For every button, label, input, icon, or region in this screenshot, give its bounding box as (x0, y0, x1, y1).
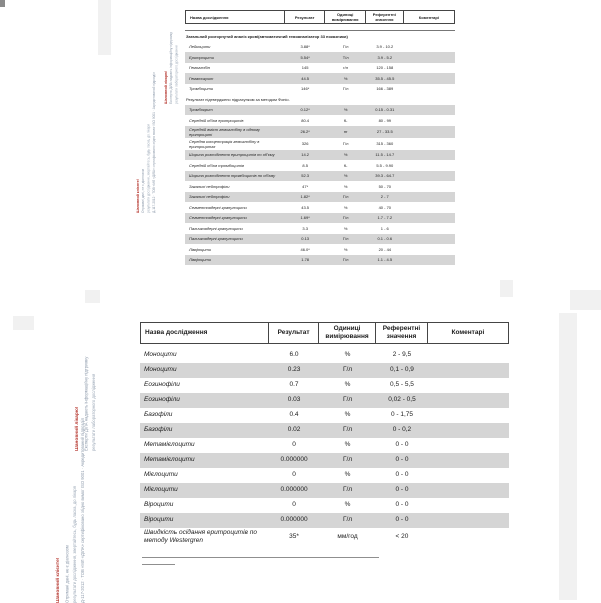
side-note-line: результати дослідження, звертайтесь, будь ласка, до лікаря (146, 124, 151, 213)
test-comments (404, 185, 455, 187)
test-units: fL (343, 117, 348, 123)
test-reference: 39.3 - 64.7 (375, 173, 395, 179)
test-comments (428, 460, 509, 462)
test-units: Г/л (342, 141, 349, 146)
table-row (140, 483, 509, 498)
test-units: % (343, 75, 348, 81)
test-name: Лейкоцити (189, 44, 211, 50)
table-row (185, 73, 455, 84)
table-row (185, 234, 455, 245)
test-comments (404, 248, 455, 250)
column-header-ref: Референтні значення (366, 10, 404, 24)
table-row (140, 438, 509, 453)
table-row (140, 498, 509, 513)
test-result: 3.3 (302, 225, 308, 231)
test-reference: 0 - 0 (395, 456, 409, 464)
test-units: % (343, 173, 348, 179)
table-row (185, 42, 455, 53)
test-reference: 0.15 - 0.31 (375, 107, 395, 113)
viewer-corner-mark (0, 0, 5, 7)
test-units: % (343, 246, 348, 252)
test-units: Г/л (342, 516, 353, 524)
test-reference: 35.5 - 45.5 (375, 75, 395, 81)
table-row (140, 513, 509, 528)
side-note-heading: Шановний лікарю! (164, 70, 168, 104)
test-result: 0.13 (301, 236, 310, 242)
test-units: Г/л (342, 215, 349, 221)
test-result: 0.12* (300, 107, 310, 113)
test-units: % (344, 471, 351, 479)
test-comments (404, 77, 455, 79)
test-units: fL (343, 162, 348, 168)
test-reference: 50 - 70 (378, 183, 392, 189)
test-reference: 0,5 - 5,5 (390, 381, 414, 389)
table-row (185, 244, 455, 255)
table-row (140, 348, 509, 363)
column-header-units: Одиниці вимірювання (325, 10, 366, 24)
test-units: пг (343, 129, 348, 134)
test-reference: 166 - 389 (376, 86, 394, 92)
test-reference: 5.5 - 9.90 (376, 162, 394, 168)
side-note-line: результати лабораторного дослідження (91, 373, 97, 451)
side-note-heading: Шановний лікарю! (75, 406, 80, 451)
test-comments (428, 490, 509, 492)
test-result: 43.5 (301, 204, 310, 210)
test-comments (428, 505, 509, 507)
report-page-1 (128, 0, 462, 296)
table-row (140, 378, 509, 393)
side-note-line: результати дослідження, звертайтесь, будь ласка, до лікаря (72, 486, 78, 603)
side-note-heading: Шановний клієнте! (136, 178, 140, 213)
test-result: 0 (292, 471, 296, 479)
test-comments (428, 355, 509, 357)
column-header-comments: Коментарі (404, 10, 455, 24)
table-row (185, 192, 455, 203)
test-comments (404, 88, 455, 90)
test-name: Базофіли (144, 411, 173, 419)
test-name: Еозинофіли (144, 381, 180, 389)
test-name: Середній вміст гемоглобіну в одному еритроциті (189, 126, 260, 137)
page-edge-artifact (570, 290, 601, 310)
test-units: Т/л (342, 54, 349, 60)
test-reference: 0 - 0 (395, 471, 409, 479)
test-comments (404, 227, 455, 229)
test-reference: 0,1 - 0,9 (390, 366, 414, 374)
side-note-doctor (163, 8, 180, 104)
test-result: 0.000000 (280, 516, 308, 524)
test-result: 47* (302, 183, 309, 189)
test-result: 3.88* (300, 44, 310, 50)
test-reference: 1.7 - 7.2 (377, 215, 393, 221)
test-name: Мієлоцити (144, 486, 178, 494)
side-note-heading: Шановний клієнте! (56, 557, 61, 603)
test-name: Метамієлоцити (144, 456, 195, 464)
table-row (140, 528, 509, 546)
test-units: % (344, 441, 351, 449)
test-name: Віроцити (144, 501, 174, 509)
table-row (185, 171, 455, 182)
test-comments (428, 430, 509, 432)
test-name: Метамієлоцити (144, 441, 195, 449)
page-edge-artifact (98, 0, 111, 55)
side-note-line: Д-117-2012 · ТОВ «МЛ «ДІЛА» сертифіковано згідно вимог ISO 9001 · Акредитований підрозділ (79, 417, 85, 603)
column-header-comments: Коментарі (428, 322, 509, 344)
test-comments (428, 385, 509, 387)
test-name: Середній об'єм тромбоцитів (189, 162, 245, 168)
test-reference: 1 - 6 (380, 225, 389, 231)
test-reference: 2 - 9,5 (392, 351, 412, 359)
column-header-units: Одиниці вимірювання (319, 322, 376, 344)
test-comments (404, 164, 455, 166)
test-result: 1.82* (300, 194, 310, 200)
test-result: 0.23 (287, 366, 301, 374)
test-units: мм/год (337, 533, 358, 541)
table-row (185, 52, 455, 63)
test-result: 0.7 (289, 381, 299, 389)
test-result: 1.78 (301, 257, 310, 263)
test-name: Лімфоцити (189, 257, 212, 263)
test-name: Гематокрит (189, 75, 214, 81)
test-name: Еозинофіли (144, 396, 180, 404)
test-name: Мієлоцити (144, 471, 178, 479)
test-result: 146* (301, 86, 310, 92)
signature-line-long (142, 557, 379, 558)
test-name: Сегментоядерні гранулоцити (189, 215, 247, 221)
test-comments (404, 119, 455, 121)
test-units: % (343, 107, 348, 113)
table-row (185, 105, 455, 116)
table-row (185, 126, 455, 138)
test-result: 26.2* (300, 129, 310, 134)
page-edge-artifact (13, 316, 34, 330)
method-note-row (185, 94, 455, 105)
test-reference: 315 - 360 (376, 141, 394, 146)
test-name: Ширина розподілення тромбоцитів по об'єму (189, 173, 276, 179)
page-edge-artifact (559, 313, 577, 600)
test-result: 326 (301, 141, 309, 146)
test-reference: 0 - 0 (395, 486, 409, 494)
test-units: Г/л (342, 194, 349, 200)
test-comments (404, 46, 455, 48)
test-reference: 3.9 - 10.2 (376, 44, 394, 50)
table-row (140, 363, 509, 378)
test-name: Моноцити (144, 366, 177, 374)
method-note: Результат підтверджено підрахунком за методом Фоніо. (186, 97, 290, 102)
test-reference: 40 - 70 (378, 204, 392, 210)
test-units: Г/л (342, 44, 349, 50)
test-name: Гемоглобін (189, 65, 210, 71)
test-result: 46.0* (300, 246, 310, 252)
table-row (185, 213, 455, 224)
side-note-doctor (74, 315, 98, 451)
test-units: Г/л (342, 86, 349, 92)
side-note-line: результати лабораторного дослідження (174, 45, 179, 104)
table-row (185, 138, 455, 150)
test-name: Віроцити (144, 516, 174, 524)
test-name: Паличкоядерні гранулоцити (189, 236, 243, 242)
test-comments (404, 154, 455, 156)
lab-table-page2 (140, 322, 509, 546)
test-reference: 120 - 158 (376, 65, 394, 71)
test-result: 5.54* (300, 54, 310, 60)
table-header-row (140, 322, 509, 344)
test-reference: 1.1 - 4.5 (377, 257, 393, 263)
table-row (185, 160, 455, 171)
section-title: Загальний розгорнутий аналіз крові(автоматичний гемоаналізатор 33 показники) (186, 34, 348, 40)
table-row (185, 255, 455, 266)
test-reference: 0.1 - 0.6 (377, 236, 393, 242)
test-name: Швидкість осідання еритроцитів по методу Westergren (144, 529, 257, 545)
test-result: 14.2 (301, 152, 310, 158)
test-reference: 0 - 1,75 (390, 411, 413, 419)
page-edge-artifact (500, 280, 513, 297)
test-result: 0 (292, 501, 296, 509)
test-reference: 0 - 0 (395, 441, 409, 449)
table-row (185, 150, 455, 161)
column-header-result: Результат (269, 322, 319, 344)
test-units: Г/л (342, 366, 353, 374)
test-comments (404, 109, 455, 111)
side-note-line: Отримані дані, не є діагнозом (141, 168, 146, 213)
test-comments (404, 67, 455, 69)
test-units: Г/л (342, 456, 353, 464)
test-units: % (344, 351, 351, 359)
column-header-name: Назва дослідження (140, 322, 269, 344)
test-units: % (343, 152, 348, 158)
test-comments (404, 259, 455, 261)
test-comments (428, 536, 509, 538)
test-result: 44.5 (301, 75, 310, 81)
test-comments (404, 196, 455, 198)
table-header-row (185, 10, 455, 24)
test-name: Моноцити (144, 351, 177, 359)
test-units: Г/л (342, 396, 353, 404)
test-result: 0.03 (287, 396, 301, 404)
test-result: 8.5 (302, 162, 308, 168)
test-name: Загальні нейтрофіли (189, 194, 230, 200)
column-header-ref: Референтні значення (376, 322, 428, 344)
test-result: 145 (301, 65, 309, 71)
test-name: Середня концентрація гемоглобіну в еритроцитах (189, 138, 260, 149)
test-result: 0.4 (289, 411, 299, 419)
test-units: % (344, 381, 351, 389)
test-reference: 20 - 44 (378, 246, 392, 252)
test-result: 52.3 (301, 173, 310, 179)
test-comments (404, 217, 455, 219)
signature-line-short (142, 564, 175, 565)
test-comments (428, 370, 509, 372)
table-row (185, 223, 455, 234)
page-edge-artifact (85, 290, 100, 303)
table-row (185, 181, 455, 192)
test-units: % (343, 183, 348, 189)
table-row (140, 408, 509, 423)
test-units: Г/л (342, 257, 349, 263)
test-reference: 27 - 33.5 (376, 129, 393, 134)
test-result: 80.4 (301, 117, 310, 123)
test-name: Паличкоядерні гранулоцити (189, 225, 243, 231)
test-comments (404, 56, 455, 58)
table-row (140, 453, 509, 468)
table-row (185, 202, 455, 213)
test-comments (404, 206, 455, 208)
test-result: 0.000000 (280, 456, 308, 464)
test-reference: 0 - 0 (395, 501, 409, 509)
table-row (140, 423, 509, 438)
test-name: Середній об'єм еритроцитів (189, 117, 244, 123)
test-comments (428, 445, 509, 447)
test-units: % (343, 204, 348, 210)
report-page-2 (45, 310, 559, 603)
side-note-line: Експерти ДІЛА надають інформаційну підтримку (169, 32, 174, 104)
test-reference: 0 - 0,2 (392, 426, 412, 434)
test-name: Загальні нейтрофіли (189, 183, 230, 189)
test-name: Базофіли (144, 426, 173, 434)
test-name: Лімфоцити (189, 246, 212, 252)
test-units: Г/л (342, 486, 353, 494)
test-reference: 3.9 - 5.2 (377, 54, 393, 60)
test-result: 0.02 (287, 426, 301, 434)
column-header-result: Результат (285, 10, 326, 24)
column-header-name: Назва дослідження (185, 10, 285, 24)
side-note-line: Д-117-2012 · ТОВ «МЛ «ДІЛА» сертифіковано згідно вимог ISO 9001 · Акредитований підрозділ (151, 72, 156, 213)
test-result: 35* (289, 533, 299, 541)
table-row (185, 63, 455, 74)
test-name: Тромбокрит (189, 107, 213, 113)
test-units: г/л (343, 65, 349, 71)
lab-table-page1 (185, 10, 455, 265)
test-name: Еритроцити (189, 54, 214, 60)
test-comments (428, 520, 509, 522)
test-name: Сегментоядерні гранулоцити (189, 204, 247, 210)
test-result: 0.000000 (280, 486, 308, 494)
test-comments (428, 400, 509, 402)
side-note-line: Експерти ДІЛА надають інформаційну підтримку (83, 356, 89, 451)
table-row (185, 84, 455, 95)
test-reference: < 20 (395, 533, 409, 541)
test-units: % (343, 225, 348, 231)
test-comments (404, 238, 455, 240)
test-reference: 2 - 7 (380, 194, 389, 200)
table-row (140, 393, 509, 408)
test-units: Г/л (342, 426, 353, 434)
test-comments (404, 175, 455, 177)
test-name: Тромбоцити (189, 86, 214, 92)
test-reference: 0,02 - 0,5 (388, 396, 416, 404)
test-reference: 0 - 0 (395, 516, 409, 524)
test-comments (428, 475, 509, 477)
test-units: % (344, 411, 351, 419)
test-comments (428, 415, 509, 417)
test-units: % (344, 501, 351, 509)
test-result: 1.69* (300, 215, 310, 221)
test-reference: 80 - 99 (378, 117, 392, 123)
table-row (140, 468, 509, 483)
section-header-row (185, 30, 455, 42)
test-units: Г/л (342, 236, 349, 242)
test-result: 6.0 (289, 351, 299, 359)
table-row (185, 115, 455, 126)
test-reference: 11.5 - 14.7 (375, 152, 395, 158)
test-name: Ширина розподілення еритроцитів по об'єму (189, 152, 275, 158)
test-result: 0 (292, 441, 296, 449)
side-note-client (135, 55, 157, 213)
test-comments (404, 143, 455, 145)
test-comments (404, 131, 455, 133)
side-note-line: Отримані дані, не є діагнозом (64, 545, 70, 603)
